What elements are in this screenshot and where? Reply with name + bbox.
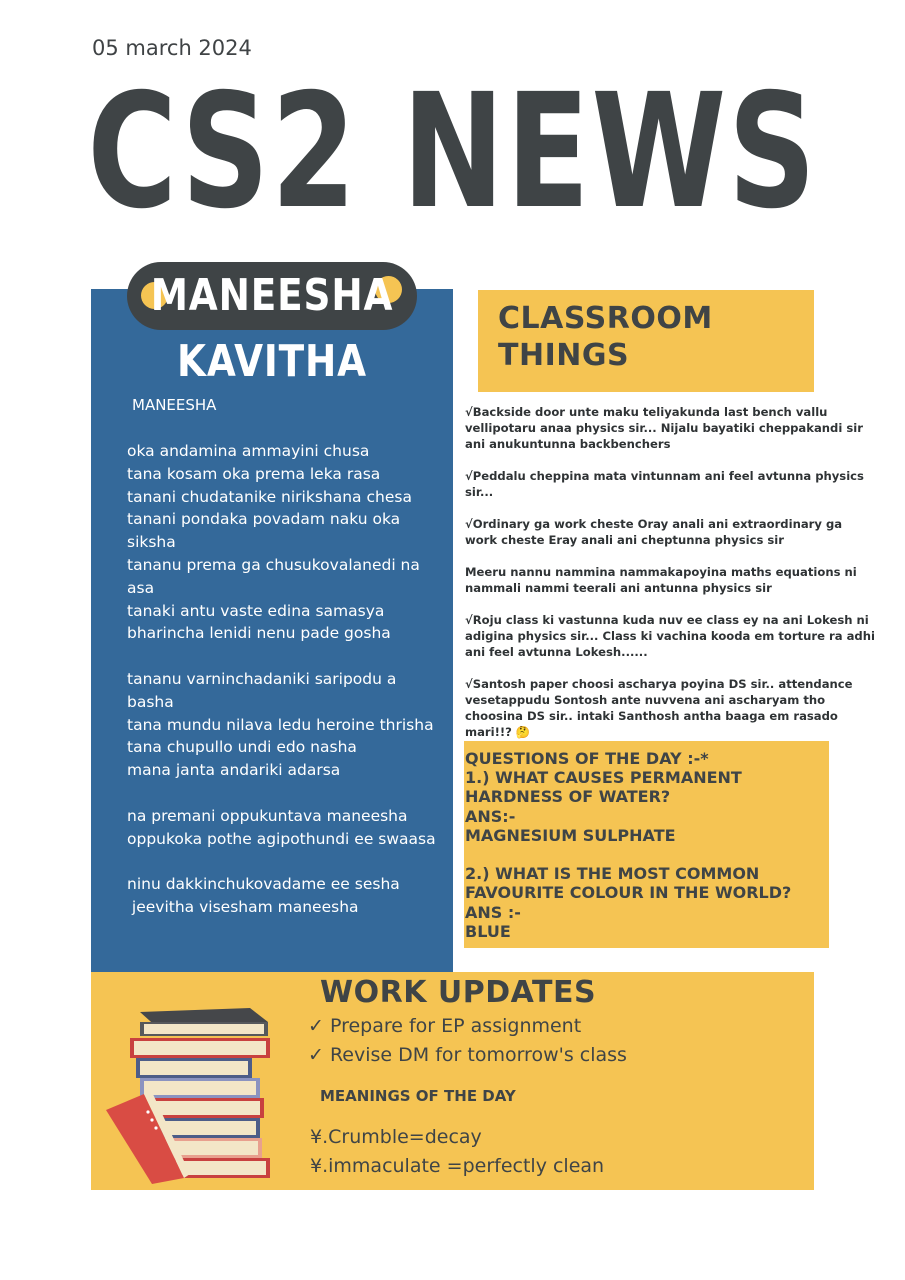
poem-line: tana mundu nilava ledu heroine thrisha (127, 715, 434, 734)
issue-date: 05 march 2024 (92, 36, 252, 60)
stanza-break (127, 850, 447, 873)
poem-line: tanani chudatanike nirikshana chesa (127, 487, 412, 506)
questions-content (465, 749, 825, 941)
poem-line: ninu dakkinchukovadame ee sesha (127, 875, 400, 894)
author-first-name: MANEESHA (150, 270, 394, 321)
books-stack-illustration (100, 1000, 280, 1185)
classroom-item: √Peddalu cheppina mata vintunnam ani feel avtunna physics sir... (465, 469, 864, 499)
masthead-title: CS2 NEWS (87, 60, 818, 244)
stanza-break (127, 782, 447, 805)
poem-line: jeevitha visesham maneesha (127, 897, 359, 916)
poem-line: tanani pondaka povadam naku oka siksha (127, 510, 401, 552)
classroom-item: √Roju class ki vastunna kuda nuv ee class ey na ani Lokesh ni adigina physics sir... Class ki vachina kooda em torture ra adhi ani feel avtunna Lokesh...... (465, 613, 875, 659)
poem-line: tananu varninchadaniki saripodu a basha (127, 669, 397, 711)
meanings-list (310, 1123, 604, 1181)
poem-line: na premani oppukuntava maneesha (127, 806, 408, 825)
author-last-name: KAVITHA (177, 336, 367, 387)
classroom-item: Meeru nannu nammina nammakapoyina maths equations ni nammali nammi teerali ani antunna physics sir (465, 565, 857, 595)
poem-line: oppukoka pothe agipothundi ee swaasa (127, 829, 436, 848)
questions-spacer (465, 845, 825, 864)
question-2: 2.) WHAT IS THE MOST COMMON FAVOURITE COLOUR IN THE WORLD? (465, 864, 792, 903)
meaning-item: ¥.Crumble=decay (310, 1126, 482, 1148)
work-updates-title: WORK UPDATES (320, 975, 597, 1010)
classroom-items (465, 404, 875, 756)
work-update-item: ✓ Prepare for EP assignment (308, 1015, 582, 1037)
classroom-item: √Santosh paper choosi ascharya poyina DS sir.. attendance vesetappudu Sontosh ante nuvvena ani ascharyam tho choosina DS sir.. intaki Santhosh antha baaga em rasado mari!!? 🤔 (465, 677, 853, 739)
classroom-title: CLASSROOM THINGS (498, 301, 713, 373)
stanza-break (127, 645, 447, 668)
answer-label-2: ANS :- (465, 902, 521, 922)
poem-line: oka andamina ammayini chusa (127, 442, 370, 460)
question-1: 1.) WHAT CAUSES PERMANENT HARDNESS OF WATER? (465, 768, 742, 807)
work-updates-list (308, 1012, 627, 1070)
answer-2: BLUE (465, 921, 511, 941)
answer-1: MAGNESIUM SULPHATE (465, 825, 676, 845)
poem-body (127, 440, 447, 919)
questions-heading: QUESTIONS OF THE DAY :-* (465, 749, 709, 768)
poem-line: tana kosam oka prema leka rasa (127, 464, 381, 483)
poem-line: mana janta andariki adarsa (127, 761, 341, 780)
answer-label-1: ANS:- (465, 806, 516, 826)
work-update-item: ✓ Revise DM for tomorrow's class (308, 1044, 627, 1066)
poem-line: tanaki antu vaste edina samasya bharincha lenidi nenu pade gosha (127, 601, 391, 643)
poem-line: tana chupullo undi edo nasha (127, 738, 357, 757)
classroom-item: √Backside door unte maku teliyakunda last bench vallu vellipotaru anaa physics sir... Nijalu bayatiki cheppakandi sir ani anukuntunna backbenchers (465, 405, 863, 451)
poem-line: tananu prema ga chusukovalanedi na asa (127, 555, 420, 597)
classroom-item: √Ordinary ga work cheste Oray anali ani extraordinary ga work cheste Eray anali ani cheptunna physics sir (465, 517, 843, 547)
poem-title: MANEESHA (132, 396, 217, 414)
meanings-title: MEANINGS OF THE DAY (320, 1087, 516, 1105)
meaning-item: ¥.immaculate =perfectly clean (310, 1155, 605, 1177)
